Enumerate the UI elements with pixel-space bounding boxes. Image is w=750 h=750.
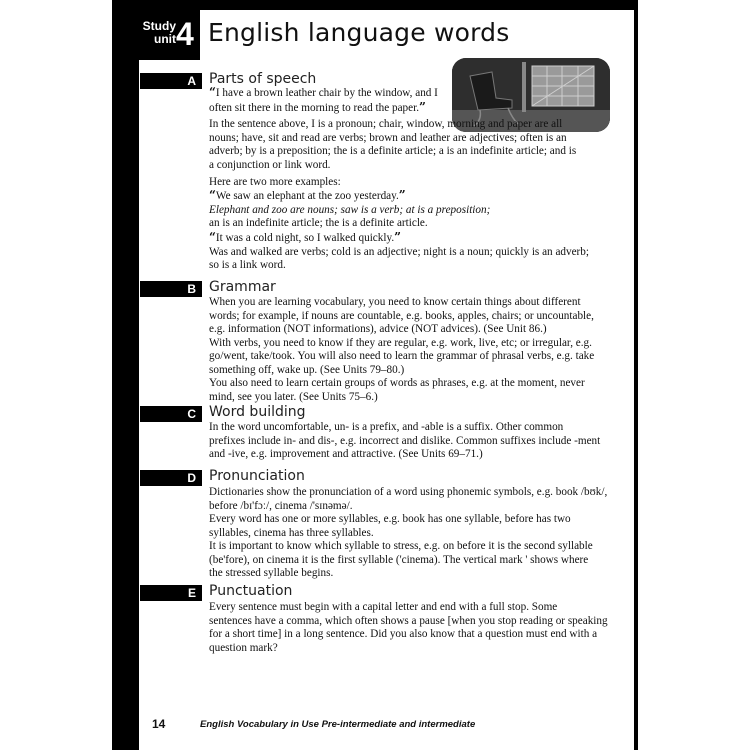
book-title-footer: English Vocabulary in Use Pre-intermediate and intermediate <box>200 719 476 730</box>
page-number: 14 <box>152 717 166 731</box>
section-c-title: Word building <box>209 404 306 420</box>
page-title: English language words <box>208 18 510 47</box>
section-e-marker: E <box>140 585 202 601</box>
section-e-body: Every sentence must begin with a capital letter and end with a full stop. Some sentences have a comma, which often shows a pause [when you stop reading or speaking for a short time] in a long sentence. Did you also know that a question must end with a question mark? <box>209 601 608 654</box>
section-a-quote-3: “It was a cold night, so I walked quickly.” Was and walked are verbs; cold is an adjective; night is a noun; quickly is an adverb; so is a link word. <box>209 230 589 271</box>
section-d-title: Pronunciation <box>209 468 305 484</box>
section-b-body: When you are learning vocabulary, you need to know certain things about different words; for example, if nouns are countable, e.g. books, apples, chairs; or uncountable, e.g. information (NOT informations), advice (NOT advices). (See Unit 86.) With verbs, you need to know if they are regular, e.g. work, live, etc; or irregular, e.g. go/went, take/took. You will also need to learn the grammar of phrasal verbs, e.g. take something off, wake up. (See Units 79–80.) You also need to learn certain groups of words as phrases, e.g. at the moment, never mind, see you later. (See Units 75–6.) <box>209 296 595 403</box>
section-a-quote-1: “I have a brown leather chair by the window, and I often sit there in the morning to read the paper.” <box>209 85 438 114</box>
unit-number: 4 <box>176 16 194 52</box>
section-a-title: Parts of speech <box>209 71 317 87</box>
section-e-title: Punctuation <box>209 583 293 599</box>
section-a-marker: A <box>140 73 202 89</box>
section-d-body: Dictionaries show the pronunciation of a word using phonemic symbols, e.g. book /bʊk/, before /bɪ'fɔː/, cinema /'sɪnəmə/. Every word has one or more syllables, e.g. book has one syllable, before has two syllables, cinema has three syllables. It is important to know which syllable to stress, e.g. on before it is the second syllable (be'fore), on cinema it is the first syllable ('cinema). The vertical mark ' shows where the stressed syllable begins. <box>209 486 608 579</box>
page-spine <box>112 0 139 750</box>
section-a-explanation: In the sentence above, I is a pronoun; chair, window, morning and paper are all nouns; have, sit and read are verbs; brown and leather are adjectives; often is an adverb; by is a preposition; the is a definite article; a is an indefinite article; and is a conjunction or link word. <box>209 118 577 171</box>
section-a-examples-intro: Here are two more examples: <box>209 176 341 188</box>
section-c-body: In the word uncomfortable, un- is a prefix, and -able is a suffix. Other common prefixes include in- and dis-, e.g. incorrect and dislike. Common suffixes include -ment and -ive, e.g. improvement and attractive. (See Units 69–71.) <box>209 421 601 460</box>
section-c-marker: C <box>140 406 202 422</box>
page-right-edge <box>634 0 638 750</box>
section-a-quote-2: “We saw an elephant at the zoo yesterday.” Elephant and zoo are nouns; saw is a verb; at is a preposition; an is an indefinite article; the is a definite article. <box>209 188 491 229</box>
section-b-title: Grammar <box>209 279 276 295</box>
unit-badge <box>140 16 196 56</box>
section-b-marker: B <box>140 281 202 297</box>
section-d-marker: D <box>140 470 202 486</box>
unit-study-label: Study unit <box>142 19 176 46</box>
